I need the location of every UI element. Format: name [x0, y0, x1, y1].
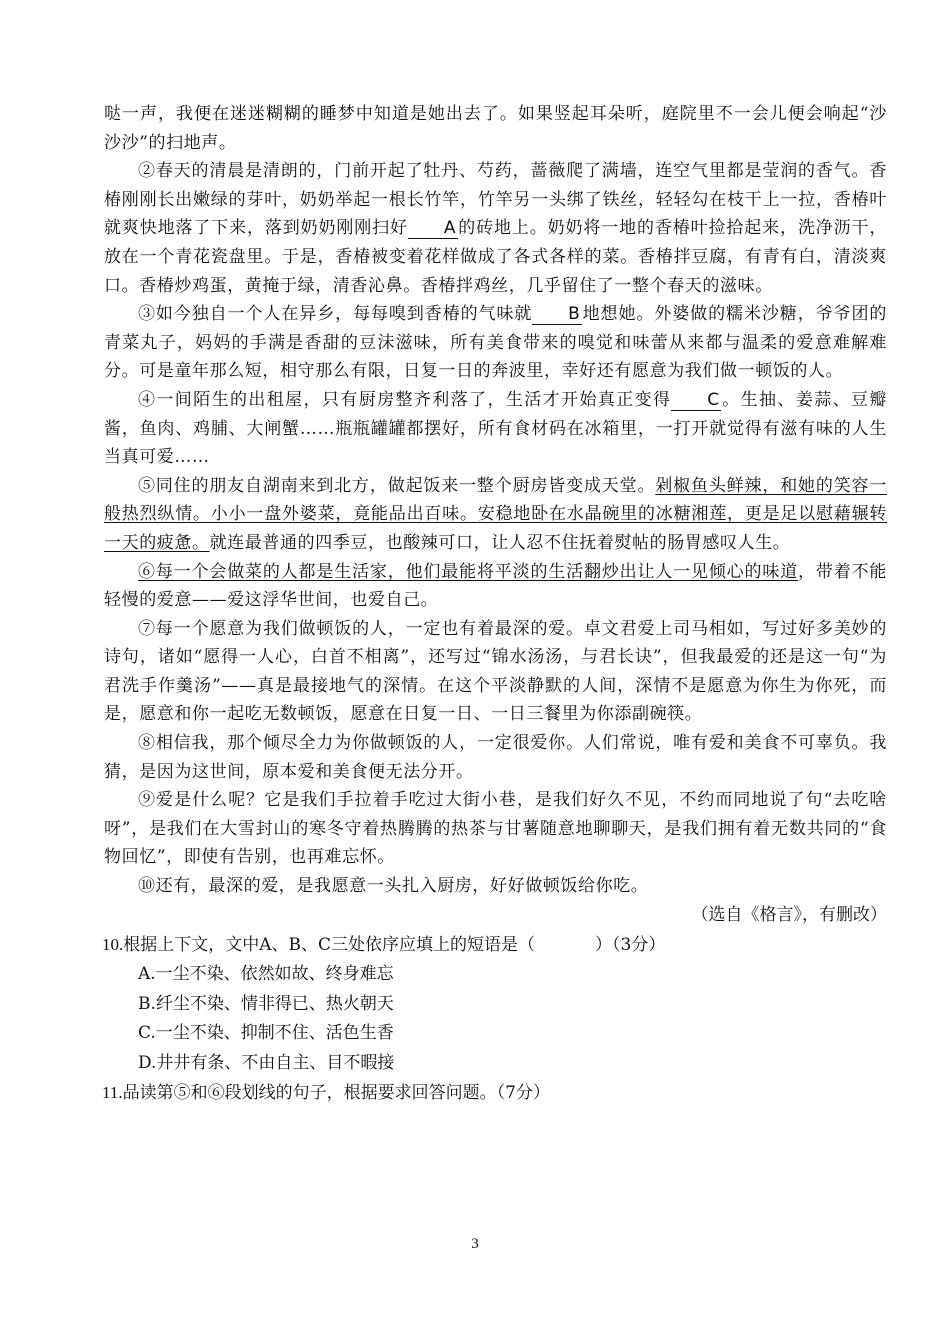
- paragraph-7: ⑦每一个愿意为我们做顿饭的人，一定也有着最深的爱。卓文君爱上司马相如，写过好多美妙的诗句，诸如“愿得一人心，白首不相离”，还写过“锦水汤汤，与君长诀”，但我最爱的还是这一句“为君洗手作羹汤”——真是最接地气的深情。在这个平淡静默的人间，深情不是愿意为你生为你死，而是，愿意和你一起吃无数顿饭，愿意在日复一日、一日三餐里为你添副碗筷。: [104, 618, 887, 725]
- question-11-text: 品读第⑤和⑥段划线的句子，根据要求回答问题。（7分）: [122, 1083, 550, 1104]
- paragraph-3: [104, 300, 887, 386]
- source-citation: （选自《格言》，有删改）: [691, 904, 887, 925]
- question-11: [102, 1078, 887, 1109]
- question-11-number: 11.: [102, 1083, 123, 1103]
- paragraph-2-text-b: 的砖地上。奶奶将一地的香椿叶捡拾起来，洗净沥干，放在一个青花瓷盘里。于是，香椿被变着花样做成了各式各样的菜。香椿拌豆腐，有青有白，清淡爽口。香椿炒鸡蛋，黄掩于绿，清香沁鼻。香椿拌鸡丝，几乎留住了一整个春天的滋味。: [104, 218, 888, 296]
- paragraph-2: [104, 157, 887, 300]
- question-10-score: ）（3分）: [595, 934, 666, 955]
- option-d[interactable]: D.井井有条、不由自主、目不暇接: [138, 1052, 395, 1073]
- page-number: 3: [471, 1236, 479, 1252]
- paragraph-2-text-a: ②春天的清晨是清朗的，门前开起了牡丹、芍药，蔷薇爬了满墙，连空气里都是莹润的香气。香椿刚刚长出嫩绿的芽叶，奶奶举起一根长竹竿，竹竿另一头绑了铁丝，轻轻勾在枝干上一拉，香椿叶就爽快地落了下来，落到奶奶刚刚扫好: [104, 161, 887, 239]
- paragraph-4: [104, 386, 887, 472]
- paragraph-5-text-a: ⑤同住的朋友自湖南来到北方，做起饭来一整个厨房皆变成天堂。: [138, 475, 656, 496]
- paragraph-8: ⑧相信我，那个倾尽全力为你做顿饭的人，一定很爱你。人们常说，唯有爱和美食不可辜负。我猜，是因为这世间，原本爱和美食便无法分开。: [104, 733, 887, 782]
- blank-a: A: [408, 218, 458, 239]
- paragraph-9: ⑨爱是什么呢？它是我们手拉着手吃过大街小巷，是我们好久不见，不约而同地说了句“去吃啥呀”，是我们在大雪封山的寒冬守着热腾腾的热茶与甘薯随意地聊聊天，是我们拥有着无数共同的“食物回忆”，即使有告别，也再难忘怀。: [104, 790, 887, 868]
- question-10-number: 10.: [102, 934, 124, 954]
- paragraph-3-text-a: ③如今独自一个人在异乡，每每嗅到香椿的气味就: [138, 304, 533, 325]
- paragraph-10: ⑩还有，最深的爱，是我愿意一头扎入厨房，好好做顿饭给你吃。: [138, 876, 649, 897]
- paragraph-5: [104, 472, 887, 558]
- paragraph-6: [104, 558, 887, 615]
- paragraph-4-text-a: ④一间陌生的出租屋，只有厨房整齐利落了，生活才开始真正变得: [138, 389, 672, 410]
- option-c[interactable]: C.一尘不染、抑制不住、活色生香: [138, 1023, 394, 1044]
- paragraph-5-text-b: 就连最普通的四季豆，也酸辣可口，让人忍不住抚着熨帖的肠胃感叹人生。: [209, 532, 791, 553]
- paragraph-6-underlined-sentence: ⑥每一个会做菜的人都是生活家，他们最能将平淡的生活翻炒出让人一见倾心的味道: [138, 561, 799, 582]
- document-page: [104, 100, 887, 1109]
- blank-b: B: [532, 304, 582, 325]
- paragraph-3-text-b: 地想她。外婆做的糯米沙糖，爷爷团的青菜丸子，妈妈的手满是香甜的豆沫滋味，所有美食带来的嗅觉和味蕾从来都与温柔的爱意难解难分。可是童年那么短，相守那么有限，日复一日的奔波里，幸好还有愿意为我们做一顿饭的人。: [104, 304, 888, 382]
- paragraph-6-text-b: ，带着不能轻慢的爱意——爱这浮华世间，也爱自己。: [104, 561, 888, 611]
- question-10-text: 根据上下文，文中A、B、C三处依序应填上的短语是（: [123, 934, 536, 955]
- blank-c: C: [671, 390, 721, 411]
- paragraph-1-end: 哒一声，我便在迷迷糊糊的睡梦中知道是她出去了。如果竖起耳朵听，庭院里不一会儿便会响起“沙沙沙”的扫地声。: [104, 104, 887, 153]
- question-10-stem: [102, 930, 887, 961]
- paragraph-4-text-b: 。生抽、姜蒜、豆瓣酱，鱼肉、鸡脯、大闸蟹……瓶瓶罐罐都摆好，所有食材码在冰箱里，一打开就觉得有滋有味的人生当真可爱……: [104, 389, 887, 468]
- paragraph-5-underlined-sentence: 剁椒鱼头鲜辣，和她的笑容一般热烈纵情。小小一盘外婆菜，竟能品出百味。安稳地卧在水晶碗里的冰糖湘莲，更是足以慰藉辗转一天的疲惫。: [104, 475, 887, 553]
- option-b[interactable]: B.纤尘不染、情非得已、热火朝天: [138, 993, 394, 1014]
- question-10: [102, 930, 887, 1079]
- option-a[interactable]: A.一尘不染、依然如故、终身难忘: [138, 964, 394, 985]
